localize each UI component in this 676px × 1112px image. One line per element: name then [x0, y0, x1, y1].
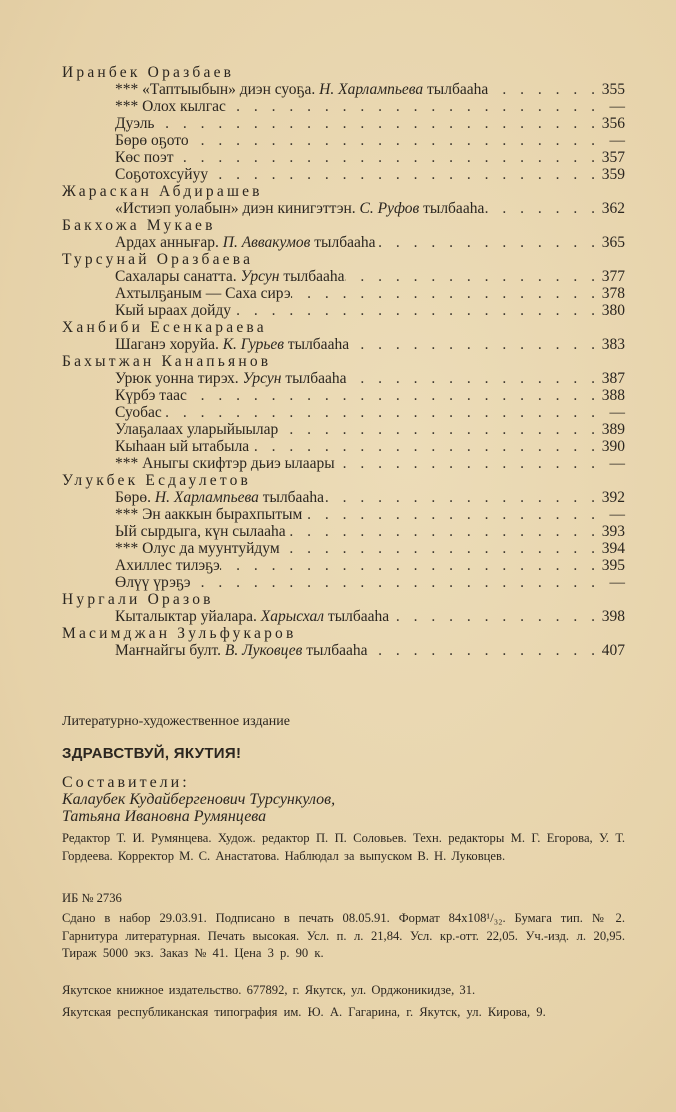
toc-entry	[62, 642, 625, 659]
dot-leader	[389, 608, 599, 625]
page-number: 377	[601, 268, 625, 285]
page-number: 398	[601, 608, 625, 625]
toc-author: Турсунай Оразбаева	[62, 251, 254, 268]
entry-text: *** Олус да муунтуйдум	[115, 540, 280, 557]
print-specs: Сдано в набор 29.03.91. Подписано в печать 08.05.91. Формат 84х108¹/₃₂. Бумага тип. № 2. Гарнитура литературная. Печать высокая. Усл. п. л. 21,84. Усл. кр.-отт. 22,05. Уч.-изд. л. 20,95. Тираж 5000 экз. Заказ № 41. Цена 3 р. 90 к.	[62, 911, 625, 960]
entry-text: Урюк уонна тирэх.	[115, 370, 243, 387]
entry-text: Бөрө оҕото	[115, 132, 189, 149]
editors-credits: Редактор Т. И. Румянцева. Худож. редактор П. П. Соловьев. Техн. редакторы М. Г. Егорова, У. Т. Гордеева. Корректор М. С. Анастатова. Наблюдал за выпуском В. Н. Луковцев.	[62, 831, 625, 863]
toc-entry	[62, 234, 625, 251]
entry-text: тылбааһа	[281, 370, 347, 387]
entry-title	[115, 200, 484, 217]
publisher: Якутское книжное издательство. 677892, г. Якутск, ул. Орджоникидзе, 31.	[62, 983, 476, 997]
entry-title	[115, 489, 324, 506]
dot-leader	[488, 81, 599, 98]
dot-leader	[231, 302, 599, 319]
dot-leader	[367, 642, 599, 659]
toc-entry	[62, 557, 625, 574]
toc-author: Ханбиби Есенкараева	[62, 319, 267, 336]
page-number: 380	[601, 302, 625, 319]
page-number: —	[609, 132, 625, 149]
page-number: 356	[601, 115, 625, 132]
entry-title	[115, 455, 335, 472]
entry-title	[115, 540, 280, 557]
compilers	[62, 774, 625, 825]
entry-title	[115, 268, 345, 285]
translator-name: К. Гурьев	[222, 336, 284, 353]
translator-name: С. Руфов	[359, 200, 420, 217]
entry-title	[115, 387, 187, 404]
entry-text: *** Олох кылгас	[115, 98, 226, 115]
entry-title	[115, 302, 231, 319]
entry-text: Дуэль	[115, 115, 155, 132]
toc-author: Бакхожа Мукаев	[62, 217, 216, 234]
entry-text: Ахиллес тилэҕэ	[115, 557, 220, 574]
entry-text: Ый сырдыга, күн сылааһа	[115, 523, 286, 540]
printer: Якутская республиканская типография им. Ю. А. Гагарина, г. Якутск, ул. Кирова, 9.	[62, 1005, 546, 1019]
book-title: ЗДРАВСТВУЙ, ЯКУТИЯ!	[62, 745, 242, 762]
entry-text: *** «Таптыыбын» диэн суоҕа.	[115, 81, 320, 98]
page-number: 392	[601, 489, 625, 506]
entry-title	[115, 234, 375, 251]
toc-author: Нургали Оразов	[62, 591, 214, 608]
toc-entry	[62, 608, 625, 625]
dot-leader	[249, 438, 599, 455]
page-number: —	[609, 455, 625, 472]
entry-text: Маҥнайгы булт.	[115, 642, 225, 659]
page-number: 355	[601, 81, 625, 98]
toc-entry	[62, 404, 625, 421]
entry-title	[115, 166, 208, 183]
dot-leader	[155, 115, 600, 132]
entry-title	[115, 642, 367, 659]
page-number: 378	[601, 285, 625, 302]
page-number: —	[609, 404, 625, 421]
entry-text: Көс поэт	[115, 149, 174, 166]
page-number: —	[609, 98, 625, 115]
toc-entry	[62, 285, 625, 302]
entry-text: Суобас	[115, 404, 162, 421]
entry-title	[115, 285, 291, 302]
toc-entry	[62, 166, 625, 183]
toc-entry	[62, 387, 625, 404]
entry-title	[115, 438, 249, 455]
dot-leader	[375, 234, 599, 251]
dot-leader	[286, 523, 599, 540]
edition-type: Литературно-художественное издание	[62, 714, 290, 729]
toc-entry	[62, 336, 625, 353]
dot-leader	[302, 506, 599, 523]
entry-title	[115, 149, 174, 166]
page-number: 389	[601, 421, 625, 438]
entry-text: *** Эн ааккын бырахпытым	[115, 506, 303, 523]
entry-title	[115, 574, 190, 591]
toc-entry	[62, 132, 625, 149]
entry-title	[115, 98, 226, 115]
ib-number: ИБ № 2736	[62, 891, 122, 905]
entry-title	[115, 506, 302, 523]
page-number: 383	[601, 336, 625, 353]
dot-leader	[335, 455, 599, 472]
compiler-name: Татьяна Ивановна Румянцева	[62, 808, 267, 825]
entry-text: Күрбэ таас	[115, 387, 187, 404]
translator-name: Урсун	[240, 268, 280, 285]
toc-entry	[62, 370, 625, 387]
entry-text: *** Аныгы скифтэр дьиэ ылаары	[115, 455, 335, 472]
entry-text: Бөрө.	[115, 489, 155, 506]
translator-name: П. Аввакумов	[222, 234, 311, 251]
dot-leader	[278, 421, 599, 438]
toc-author: Масимджан Зульфукаров	[62, 625, 297, 642]
table-of-contents	[62, 64, 625, 659]
dot-leader	[349, 336, 599, 353]
entry-title	[115, 370, 347, 387]
translator-name: Н. Харлампьева	[319, 81, 424, 98]
toc-entry	[62, 302, 625, 319]
entry-text: тылбааһа	[324, 608, 390, 625]
toc-entry	[62, 438, 625, 455]
dot-leader	[220, 557, 599, 574]
toc-entry	[62, 540, 625, 557]
entry-title	[115, 81, 488, 98]
toc-entry	[62, 523, 625, 540]
entry-text: Кыһаан ый ытабыла	[115, 438, 250, 455]
page-number: 388	[601, 387, 625, 404]
translator-name: В. Луковцев	[224, 642, 303, 659]
page-number: 390	[601, 438, 625, 455]
page-number: 362	[601, 200, 625, 217]
entry-text: Шаганэ хоруйа.	[115, 336, 223, 353]
entry-text: Ахтылҕаным — Саха сирэ	[115, 285, 291, 302]
toc-author: Улукбек Есдаулетов	[62, 472, 252, 489]
page-number: —	[609, 574, 625, 591]
toc-entry	[62, 489, 625, 506]
dot-leader	[190, 574, 599, 591]
page-number: 394	[601, 540, 625, 557]
dot-leader	[347, 370, 599, 387]
toc-author: Бахытжан Канапьянов	[62, 353, 272, 370]
entry-text: тылбааһа	[279, 268, 345, 285]
entry-text: Кый ыраах дойду	[115, 302, 232, 319]
entry-title	[115, 557, 220, 574]
page-number: 393	[601, 523, 625, 540]
toc-author: Иранбек Оразбаев	[62, 64, 235, 81]
translator-name: Харысхал	[260, 608, 325, 625]
entry-text: тылбааһа	[419, 200, 485, 217]
toc-entry	[62, 268, 625, 285]
page-number: 387	[601, 370, 625, 387]
toc-entry	[62, 574, 625, 591]
page-number: 395	[601, 557, 625, 574]
toc-author: Жараскан Абдирашев	[62, 183, 263, 200]
compiler-name: Калаубек Кудайбергенович Турсункулов,	[62, 791, 336, 808]
dot-leader	[324, 489, 599, 506]
translator-name: Урсун	[242, 370, 282, 387]
entry-text: Ардах аннығар.	[115, 234, 223, 251]
entry-text: Өлүү үрэҕэ	[115, 574, 191, 591]
page-number: 365	[601, 234, 625, 251]
dot-leader	[226, 98, 599, 115]
page-number: —	[609, 506, 625, 523]
entry-title	[115, 404, 162, 421]
entry-text: тылбааһа	[310, 234, 376, 251]
dot-leader	[189, 132, 599, 149]
entry-text: Сахалары санатта.	[115, 268, 241, 285]
dot-leader	[484, 200, 599, 217]
entry-text: Соҕотохсуйуу	[115, 166, 209, 183]
translator-name: Н. Харлампьева	[154, 489, 259, 506]
dot-leader	[291, 285, 599, 302]
toc-entry	[62, 98, 625, 115]
dot-leader	[174, 149, 599, 166]
toc-entry	[62, 506, 625, 523]
toc-entry	[62, 200, 625, 217]
compilers-label: Составители:	[62, 774, 190, 791]
dot-leader	[208, 166, 599, 183]
toc-entry	[62, 115, 625, 132]
entry-title	[115, 608, 389, 625]
dot-leader	[187, 387, 599, 404]
dot-leader	[280, 540, 599, 557]
entry-title	[115, 132, 189, 149]
page-number: 359	[601, 166, 625, 183]
toc-entry	[62, 149, 625, 166]
entry-text: «Истиэп уолабын» диэн кинигэттэн.	[115, 200, 360, 217]
dot-leader	[162, 404, 599, 421]
toc-entry	[62, 421, 625, 438]
toc-entry	[62, 81, 625, 98]
entry-title	[115, 336, 349, 353]
entry-text: тылбааһа	[258, 489, 324, 506]
dot-leader	[345, 268, 599, 285]
entry-text: тылбааһа	[302, 642, 368, 659]
entry-text: тылбааһа	[423, 81, 489, 98]
entry-text: тылбааһа	[284, 336, 350, 353]
entry-text: Кыталыктар уйалара.	[115, 608, 261, 625]
entry-title	[115, 421, 278, 438]
page-number: 357	[601, 149, 625, 166]
entry-title	[115, 115, 155, 132]
entry-title	[115, 523, 286, 540]
page-number: 407	[601, 642, 625, 659]
toc-entry	[62, 455, 625, 472]
entry-text: Улаҕалаах уларыйыылар	[115, 421, 279, 438]
